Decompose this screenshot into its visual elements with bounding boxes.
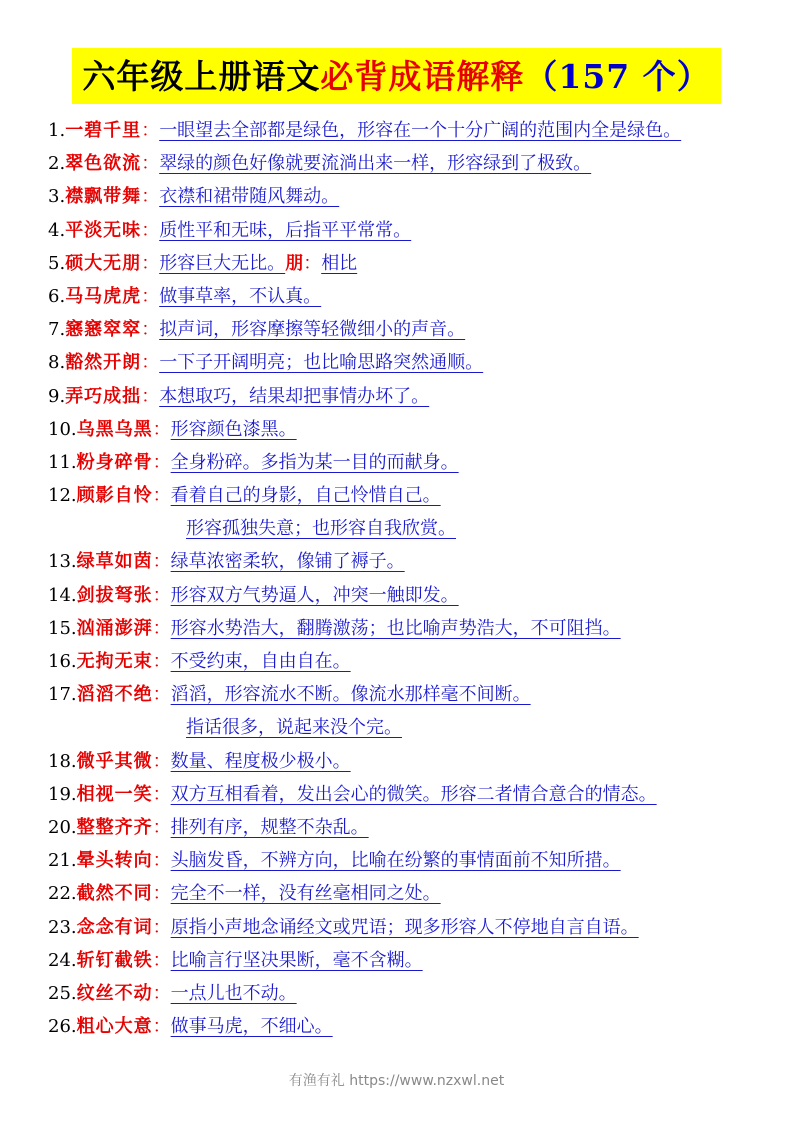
definition: 不受约束，自由自在。	[170, 651, 351, 672]
definition: 质性平和无味，后指平平常常。	[159, 219, 412, 241]
item-colon: ：	[152, 617, 171, 639]
list-item	[48, 1010, 768, 1043]
list-item	[48, 977, 768, 1010]
definition: 滔滔，形容流水不断。像流水那样毫不间断。	[170, 684, 531, 706]
item-number: 25.	[48, 982, 77, 1004]
definition: 做事草率，不认真。	[159, 285, 322, 307]
item-number: 17.	[48, 684, 77, 706]
item-colon: ：	[152, 883, 171, 905]
item-number: 10.	[48, 418, 77, 440]
definition: 形容水势浩大，翻腾激荡；也比喻声势浩大，不可阻挡。	[170, 617, 621, 639]
definition: 做事马虎，不细心。	[170, 1016, 333, 1038]
idiom: 绿草如茵	[76, 551, 153, 573]
list-item	[48, 214, 768, 247]
item-number: 6.	[48, 285, 66, 307]
item-number: 9.	[48, 385, 66, 407]
idiom: 滔滔不绝	[76, 684, 153, 706]
list-item	[48, 911, 768, 944]
list-item	[48, 180, 768, 213]
item-colon: ：	[152, 850, 171, 872]
item-colon: ：	[152, 750, 171, 772]
title-part-grade: 六年级上册语文	[82, 57, 321, 96]
idiom: 微乎其微	[76, 750, 153, 772]
idiom: 相视一笑	[76, 783, 153, 805]
idiom: 襟飘带舞	[65, 186, 142, 208]
note-word: 朋	[285, 252, 304, 274]
idiom: 窸窸窣窣	[65, 319, 142, 341]
title-paren-close: ）	[676, 57, 711, 96]
idiom: 弄巧成拙	[65, 385, 142, 407]
item-number: 18.	[48, 750, 77, 772]
item-number: 5.	[48, 252, 66, 274]
definition-continued: 形容孤独失意；也形容自我欣赏。	[186, 518, 456, 540]
item-number: 13.	[48, 551, 77, 573]
item-number: 2.	[48, 153, 66, 175]
list-item	[48, 645, 768, 678]
list-item-continuation	[48, 512, 768, 545]
idiom: 晕头转向	[76, 850, 153, 872]
list-item	[48, 844, 768, 877]
item-number: 23.	[48, 916, 77, 938]
page-title	[72, 48, 720, 104]
item-colon: ：	[152, 982, 171, 1004]
definition: 形容颜色漆黑。	[170, 418, 297, 440]
item-colon: ：	[152, 451, 171, 473]
definition: 一下子开阔明亮；也比喻思路突然通顺。	[159, 352, 484, 374]
idiom: 念念有词	[76, 916, 153, 938]
definition: 看着自己的身影，自己怜惜自己。	[170, 485, 441, 507]
item-colon: ：	[152, 816, 171, 838]
list-item	[48, 346, 768, 379]
idiom: 汹涌澎湃	[76, 617, 153, 639]
item-colon: ：	[141, 252, 160, 274]
list-item	[48, 313, 768, 346]
list-item	[48, 778, 768, 811]
item-colon: ：	[152, 916, 171, 938]
item-colon: ：	[152, 1016, 171, 1038]
list-item	[48, 579, 768, 612]
item-number: 19.	[48, 783, 77, 805]
idiom: 纹丝不动	[76, 982, 153, 1004]
list-item	[48, 877, 768, 910]
item-colon: ：	[141, 153, 160, 175]
list-item-continuation	[48, 711, 768, 744]
list-item	[48, 545, 768, 578]
list-item	[48, 811, 768, 844]
idiom: 粉身碎骨	[76, 451, 153, 473]
definition: 一点儿也不动。	[170, 982, 297, 1004]
definition: 拟声词，形容摩擦等轻微细小的声音。	[159, 319, 466, 341]
idiom: 硕大无朋	[65, 252, 142, 274]
list-item	[48, 280, 768, 313]
list-item	[48, 446, 768, 479]
item-number: 11.	[48, 451, 77, 473]
item-colon: ：	[141, 285, 160, 307]
item-number: 24.	[48, 949, 77, 971]
idiom-list	[48, 114, 768, 1043]
idiom: 翠色欲流	[65, 153, 142, 175]
item-colon: ：	[152, 651, 171, 672]
definition: 全身粉碎。多指为某一目的而献身。	[170, 451, 459, 473]
title-paren-open: （	[524, 57, 559, 96]
definition: 本想取巧，结果却把事情办坏了。	[159, 385, 430, 407]
item-colon: ：	[152, 485, 171, 507]
item-colon: ：	[141, 186, 160, 208]
note-colon: ：	[303, 252, 322, 274]
item-colon: ：	[152, 783, 171, 805]
definition: 完全不一样，没有丝毫相同之处。	[170, 883, 441, 905]
definition: 绿草浓密柔软，像铺了褥子。	[170, 551, 405, 573]
list-item	[48, 678, 768, 711]
definition: 头脑发昏，不辨方向，比喻在纷繁的事情面前不知所措。	[170, 850, 621, 872]
idiom: 剑拔弩张	[76, 584, 153, 606]
definition: 比喻言行坚决果断，毫不含糊。	[170, 949, 423, 971]
list-item	[48, 147, 768, 180]
list-item	[48, 247, 768, 280]
item-number: 21.	[48, 850, 77, 872]
list-item	[48, 612, 768, 645]
definition: 一眼望去全部都是绿色，形容在一个十分广阔的范围内全是绿色。	[159, 120, 682, 141]
list-item	[48, 380, 768, 413]
definition-continued: 指话很多，说起来没个完。	[186, 717, 402, 739]
item-number: 8.	[48, 352, 66, 374]
item-number: 1.	[48, 120, 66, 141]
item-number: 15.	[48, 617, 77, 639]
definition: 形容双方气势逼人，冲突一触即发。	[170, 584, 459, 606]
idiom: 截然不同	[76, 883, 153, 905]
idiom: 马马虎虎	[65, 285, 142, 307]
list-item	[48, 479, 768, 512]
footer-watermark: 有渔有礼 https://www.nzxwl.net	[288, 1073, 505, 1089]
title-part-topic: 必背成语解释	[320, 57, 525, 96]
item-number: 20.	[48, 816, 77, 838]
list-item	[48, 944, 768, 977]
item-number: 12.	[48, 485, 77, 507]
idiom: 整整齐齐	[76, 816, 153, 838]
item-colon: ：	[152, 949, 171, 971]
item-number: 4.	[48, 219, 66, 241]
item-number: 26.	[48, 1016, 77, 1038]
item-colon: ：	[152, 584, 171, 606]
idiom: 顾影自怜	[76, 485, 153, 507]
item-number: 3.	[48, 186, 66, 208]
title-container	[0, 48, 793, 104]
idiom: 平淡无味	[65, 219, 142, 241]
item-colon: ：	[141, 352, 160, 374]
definition: 翠绿的颜色好像就要流淌出来一样，形容绿到了极致。	[159, 153, 592, 175]
item-colon: ：	[152, 551, 171, 573]
definition: 数量、程度极少极小。	[170, 750, 351, 772]
idiom: 豁然开朗	[65, 352, 142, 374]
definition: 形容巨大无比。	[159, 252, 286, 274]
item-number: 14.	[48, 584, 77, 606]
definition: 衣襟和裙带随风舞动。	[159, 186, 340, 208]
item-colon: ：	[141, 385, 160, 407]
idiom: 一碧千里	[65, 120, 142, 141]
idiom: 粗心大意	[76, 1016, 153, 1038]
definition: 排列有序，规整不杂乱。	[170, 816, 369, 838]
item-colon: ：	[141, 120, 160, 141]
item-number: 16.	[48, 651, 77, 672]
list-item	[48, 413, 768, 446]
item-colon: ：	[141, 219, 160, 241]
definition: 原指小声地念诵经文或咒语；现多形容人不停地自言自语。	[170, 916, 639, 938]
idiom: 乌黑乌黑	[76, 418, 153, 440]
list-item	[48, 745, 768, 778]
note-definition: 相比	[321, 252, 358, 274]
item-colon: ：	[152, 684, 171, 706]
idiom: 无拘无束	[76, 651, 153, 672]
idiom: 斩钉截铁	[76, 949, 153, 971]
title-count: 157 个	[558, 57, 677, 96]
item-colon: ：	[152, 418, 171, 440]
definition: 双方互相看着，发出会心的微笑。形容二者情合意合的情态。	[170, 783, 657, 805]
item-number: 22.	[48, 883, 77, 905]
item-colon: ：	[141, 319, 160, 341]
item-number: 7.	[48, 319, 66, 341]
list-item	[48, 114, 768, 147]
